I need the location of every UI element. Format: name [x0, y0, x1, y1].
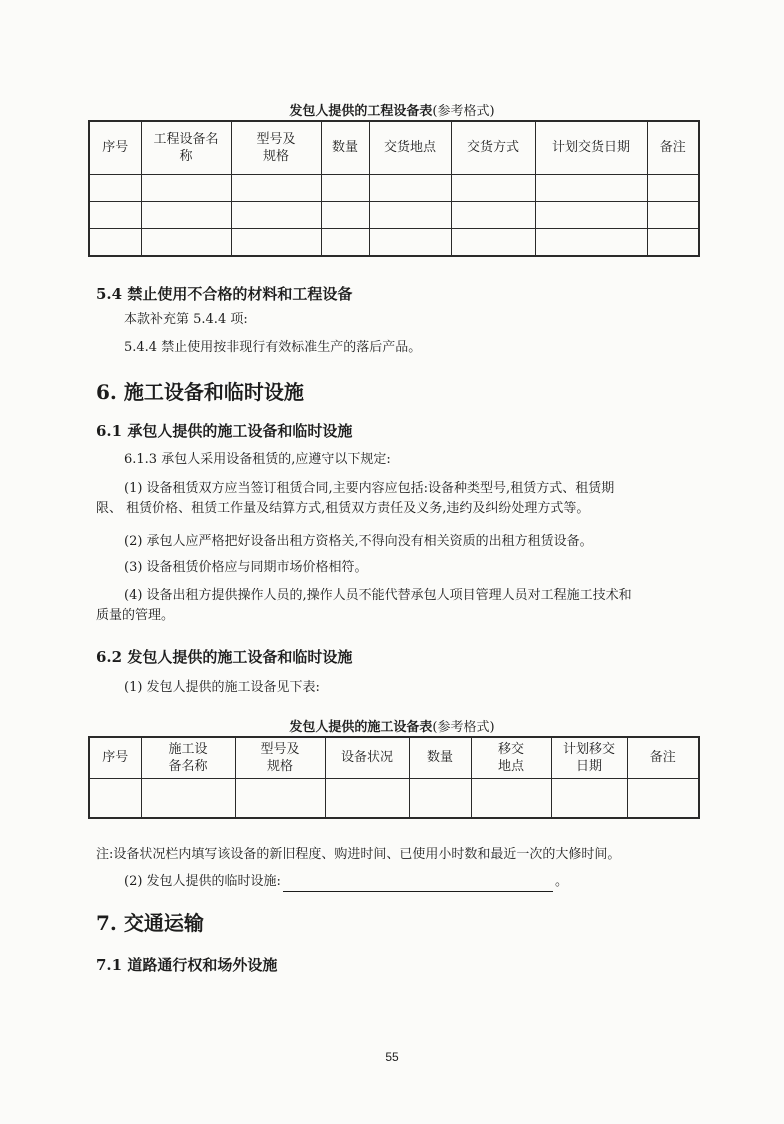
- section-5-4-heading: 5.4 禁止使用不合格的材料和工程设备: [96, 285, 353, 303]
- section-7-heading: 7. 交通运输: [96, 911, 204, 935]
- rule-4-line-b: 质量的管理。: [96, 608, 175, 623]
- temp-facilities-label: (2) 发包人提供的临时设施:: [124, 874, 281, 889]
- col-header-equipment-name: 工程设备名 称: [141, 121, 231, 174]
- col-header-planned-date: 计划交货日期: [535, 121, 647, 174]
- section-6-2-intro: (1) 发包人提供的施工设备见下表:: [124, 680, 320, 695]
- section-6-1-heading: 6.1 承包人提供的施工设备和临时设施: [96, 422, 353, 440]
- page-number: 55: [385, 1050, 399, 1064]
- rule-2: (2) 承包人应严格把好设备出租方资格关,不得向没有相关资质的出租方租赁设备。: [124, 534, 593, 549]
- table2-note: 注:设备状况栏内填写该设备的新旧程度、购进时间、已使用小时数和最近一次的大修时间。: [96, 847, 621, 862]
- col-header-index: 序号: [89, 737, 141, 778]
- table2-caption: [0, 716, 784, 735]
- table2-caption-paren: (参考格式): [432, 720, 495, 735]
- table-row: [89, 174, 699, 201]
- rule-1-line-a: (1) 设备租赁双方应当签订租赁合同,主要内容应包括:设备种类型号,租赁方式、租赁期: [124, 481, 615, 496]
- temp-facilities-line: [124, 872, 568, 892]
- col-header-planned-handover-date: 计划移交 日期: [551, 737, 627, 778]
- table-row: [89, 201, 699, 228]
- col-header-condition: 设备状况: [325, 737, 409, 778]
- col-header-delivery-method: 交货方式: [451, 121, 535, 174]
- construction-equipment-table: [88, 736, 700, 819]
- col-header-quantity: 数量: [409, 737, 471, 778]
- section-6-1-3-intro: 6.1.3 承包人采用设备租赁的,应遵守以下规定:: [124, 452, 391, 467]
- col-header-index: 序号: [89, 121, 141, 174]
- col-header-model-spec: 型号及 规格: [235, 737, 325, 778]
- section-5-4-line1: 本款补充第 5.4.4 项:: [124, 312, 248, 327]
- section-7-1-heading: 7.1 道路通行权和场外设施: [96, 956, 278, 974]
- table1-caption: [0, 100, 784, 119]
- rule-3: (3) 设备租赁价格应与同期市场价格相符。: [124, 560, 368, 575]
- fill-in-blank: [283, 877, 553, 892]
- col-header-remarks: 备注: [627, 737, 699, 778]
- col-header-remarks: 备注: [647, 121, 699, 174]
- temp-facilities-end: 。: [554, 874, 568, 889]
- table1-caption-paren: (参考格式): [432, 104, 495, 119]
- section-5-4-line2: 5.4.4 禁止使用按非现行有效标准生产的落后产品。: [124, 340, 422, 355]
- section-6-2-heading: 6.2 发包人提供的施工设备和临时设施: [96, 648, 353, 666]
- table1-caption-main: 发包人提供的工程设备表: [289, 104, 433, 119]
- col-header-delivery-place: 交货地点: [369, 121, 451, 174]
- col-header-quantity: 数量: [321, 121, 369, 174]
- col-header-model-spec: 型号及 规格: [231, 121, 321, 174]
- rule-1-line-b: 限、 租赁价格、租赁工作量及结算方式,租赁双方责任及义务,违约及纠纷处理方式等。: [96, 501, 590, 516]
- section-6-heading: 6. 施工设备和临时设施: [96, 380, 304, 404]
- table-row: [89, 778, 699, 818]
- col-header-handover-place: 移交 地点: [471, 737, 551, 778]
- table-row: [89, 228, 699, 256]
- rule-4-line-a: (4) 设备出租方提供操作人员的,操作人员不能代替承包人项目管理人员对工程施工技术和: [124, 588, 632, 603]
- col-header-equipment-name: 施工设 备名称: [141, 737, 235, 778]
- equipment-table: [88, 120, 700, 257]
- table2-caption-main: 发包人提供的施工设备表: [289, 720, 433, 735]
